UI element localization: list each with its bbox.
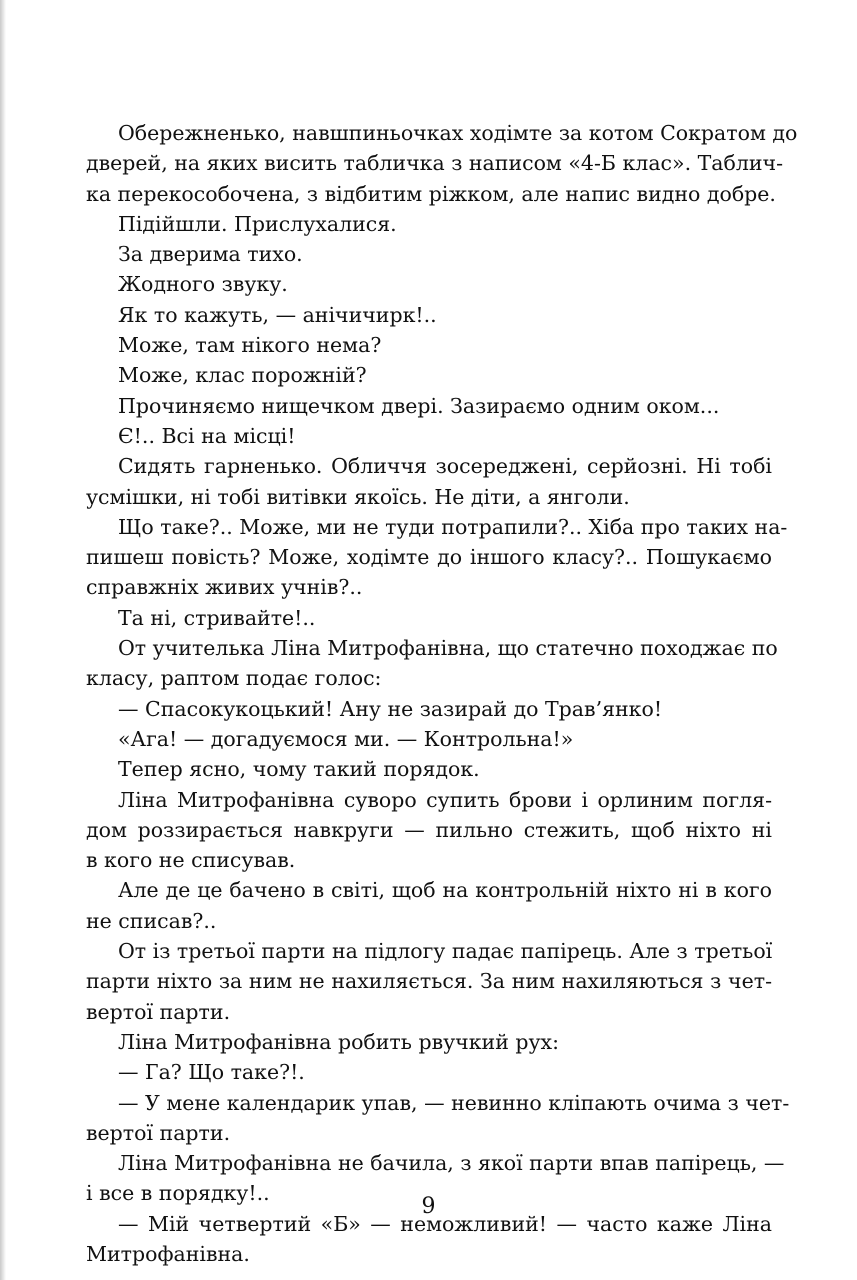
text-line: Може, клас порожній? [118,363,367,388]
text-line: парти ніхто за ним не нахиляється. За ним нахиляються з чет- [86,969,772,994]
paragraph [86,239,772,269]
text-line: — Спасокукоцький! Ану не зазирай до Трав’янко! [118,696,663,721]
paragraph [86,633,778,694]
paragraph [86,451,772,512]
paragraph [86,300,772,330]
text-line: класу, раптом подає голос: [86,666,382,691]
body-text [86,118,798,1269]
paragraph [86,118,798,209]
paragraph [86,209,772,239]
paragraph [86,785,772,876]
text-line: — У мене календарик упав, — невинно кліпають очима з чет- [118,1090,790,1115]
text-line: За дверима тихо. [118,242,303,267]
text-line: в кого не списував. [86,848,296,873]
page-edge-shadow [0,0,6,1280]
paragraph [86,1088,790,1149]
text-line: Обережненько, навшпиньочках ходімте за котом Сократом до [118,121,798,145]
text-line: Митрофанівна. [86,1241,250,1266]
text-line: Ліна Митрофанівна робить рвучкий рух: [118,1029,560,1054]
text-line: От учителька Ліна Митрофанівна, що статечно походжає по [118,636,778,661]
paragraph [86,694,772,724]
text-line: дом роззирається навкруги — пильно стежить, щоб ніхто ні [86,817,772,842]
text-line: і все в порядку!.. [86,1181,270,1206]
text-line: Але де це бачено в світі, щоб на контрольній ніхто ні в кого [118,878,772,903]
text-line: Жодного звуку. [118,272,288,297]
text-line: Що таке?.. Може, ми не туди потрапили?.. Хіба про таких на- [118,514,788,539]
text-line: пишеш повість? Може, ходімте до іншого класу?.. Пошукаємо [86,545,772,570]
text-line: «Ага! — догадуємося ми. — Контрольна!» [118,726,574,751]
text-line: ка перекособочена, з відбитим ріжком, але напис видно добре. [86,181,776,206]
text-line: усмішки, ні тобі витівки якоїсь. Не діти, а янголи. [86,484,630,509]
paragraph [86,724,772,754]
text-line: вертої парти. [86,999,231,1024]
paragraph [86,512,788,603]
text-line: Ліна Митрофанівна суворо супить брови і орлиним погля- [118,787,772,812]
text-line: Сидять гарненько. Обличчя зосереджені, серйозні. Ні тобі [118,454,772,479]
paragraph [86,330,772,360]
paragraph [86,603,772,633]
text-line: вертої парти. [86,1120,231,1145]
paragraph [86,936,772,1027]
paragraph [86,875,772,936]
paragraph [86,421,772,451]
paragraph [86,1057,772,1087]
text-line: Ліна Митрофанівна не бачила, з якої парти впав папірець, — [118,1151,785,1176]
text-line: Тепер ясно, чому такий порядок. [118,757,480,782]
paragraph [86,391,772,421]
text-line: Та ні, стривайте!.. [118,605,316,630]
text-line: Як то кажуть, — анічичирк!.. [118,302,437,327]
paragraph [86,269,772,299]
text-line: От із третьої парти на підлогу падає папірець. Але з третьої [118,939,773,964]
text-line: — Мій четвертий «Б» — неможливий! — часто каже Ліна [118,1211,772,1236]
paragraph [86,1027,772,1057]
text-line: Підійшли. Прислухалися. [118,211,397,236]
page-number: 9 [421,1194,436,1219]
text-line: Прочиняємо нищечком двері. Зазираємо одним оком... [118,393,720,418]
paragraph [86,754,772,784]
text-line: не списав?.. [86,908,217,933]
paragraph [86,360,772,390]
text-line: Є!.. Всі на місці! [118,423,296,448]
text-line: Може, там нікого нема? [118,333,382,358]
text-line: справжніх живих учнів?.. [86,575,363,600]
text-line: дверей, на яких висить табличка з написом «4-Б клас». Таблич- [86,151,783,176]
text-line: — Га? Що таке?!. [118,1060,305,1085]
